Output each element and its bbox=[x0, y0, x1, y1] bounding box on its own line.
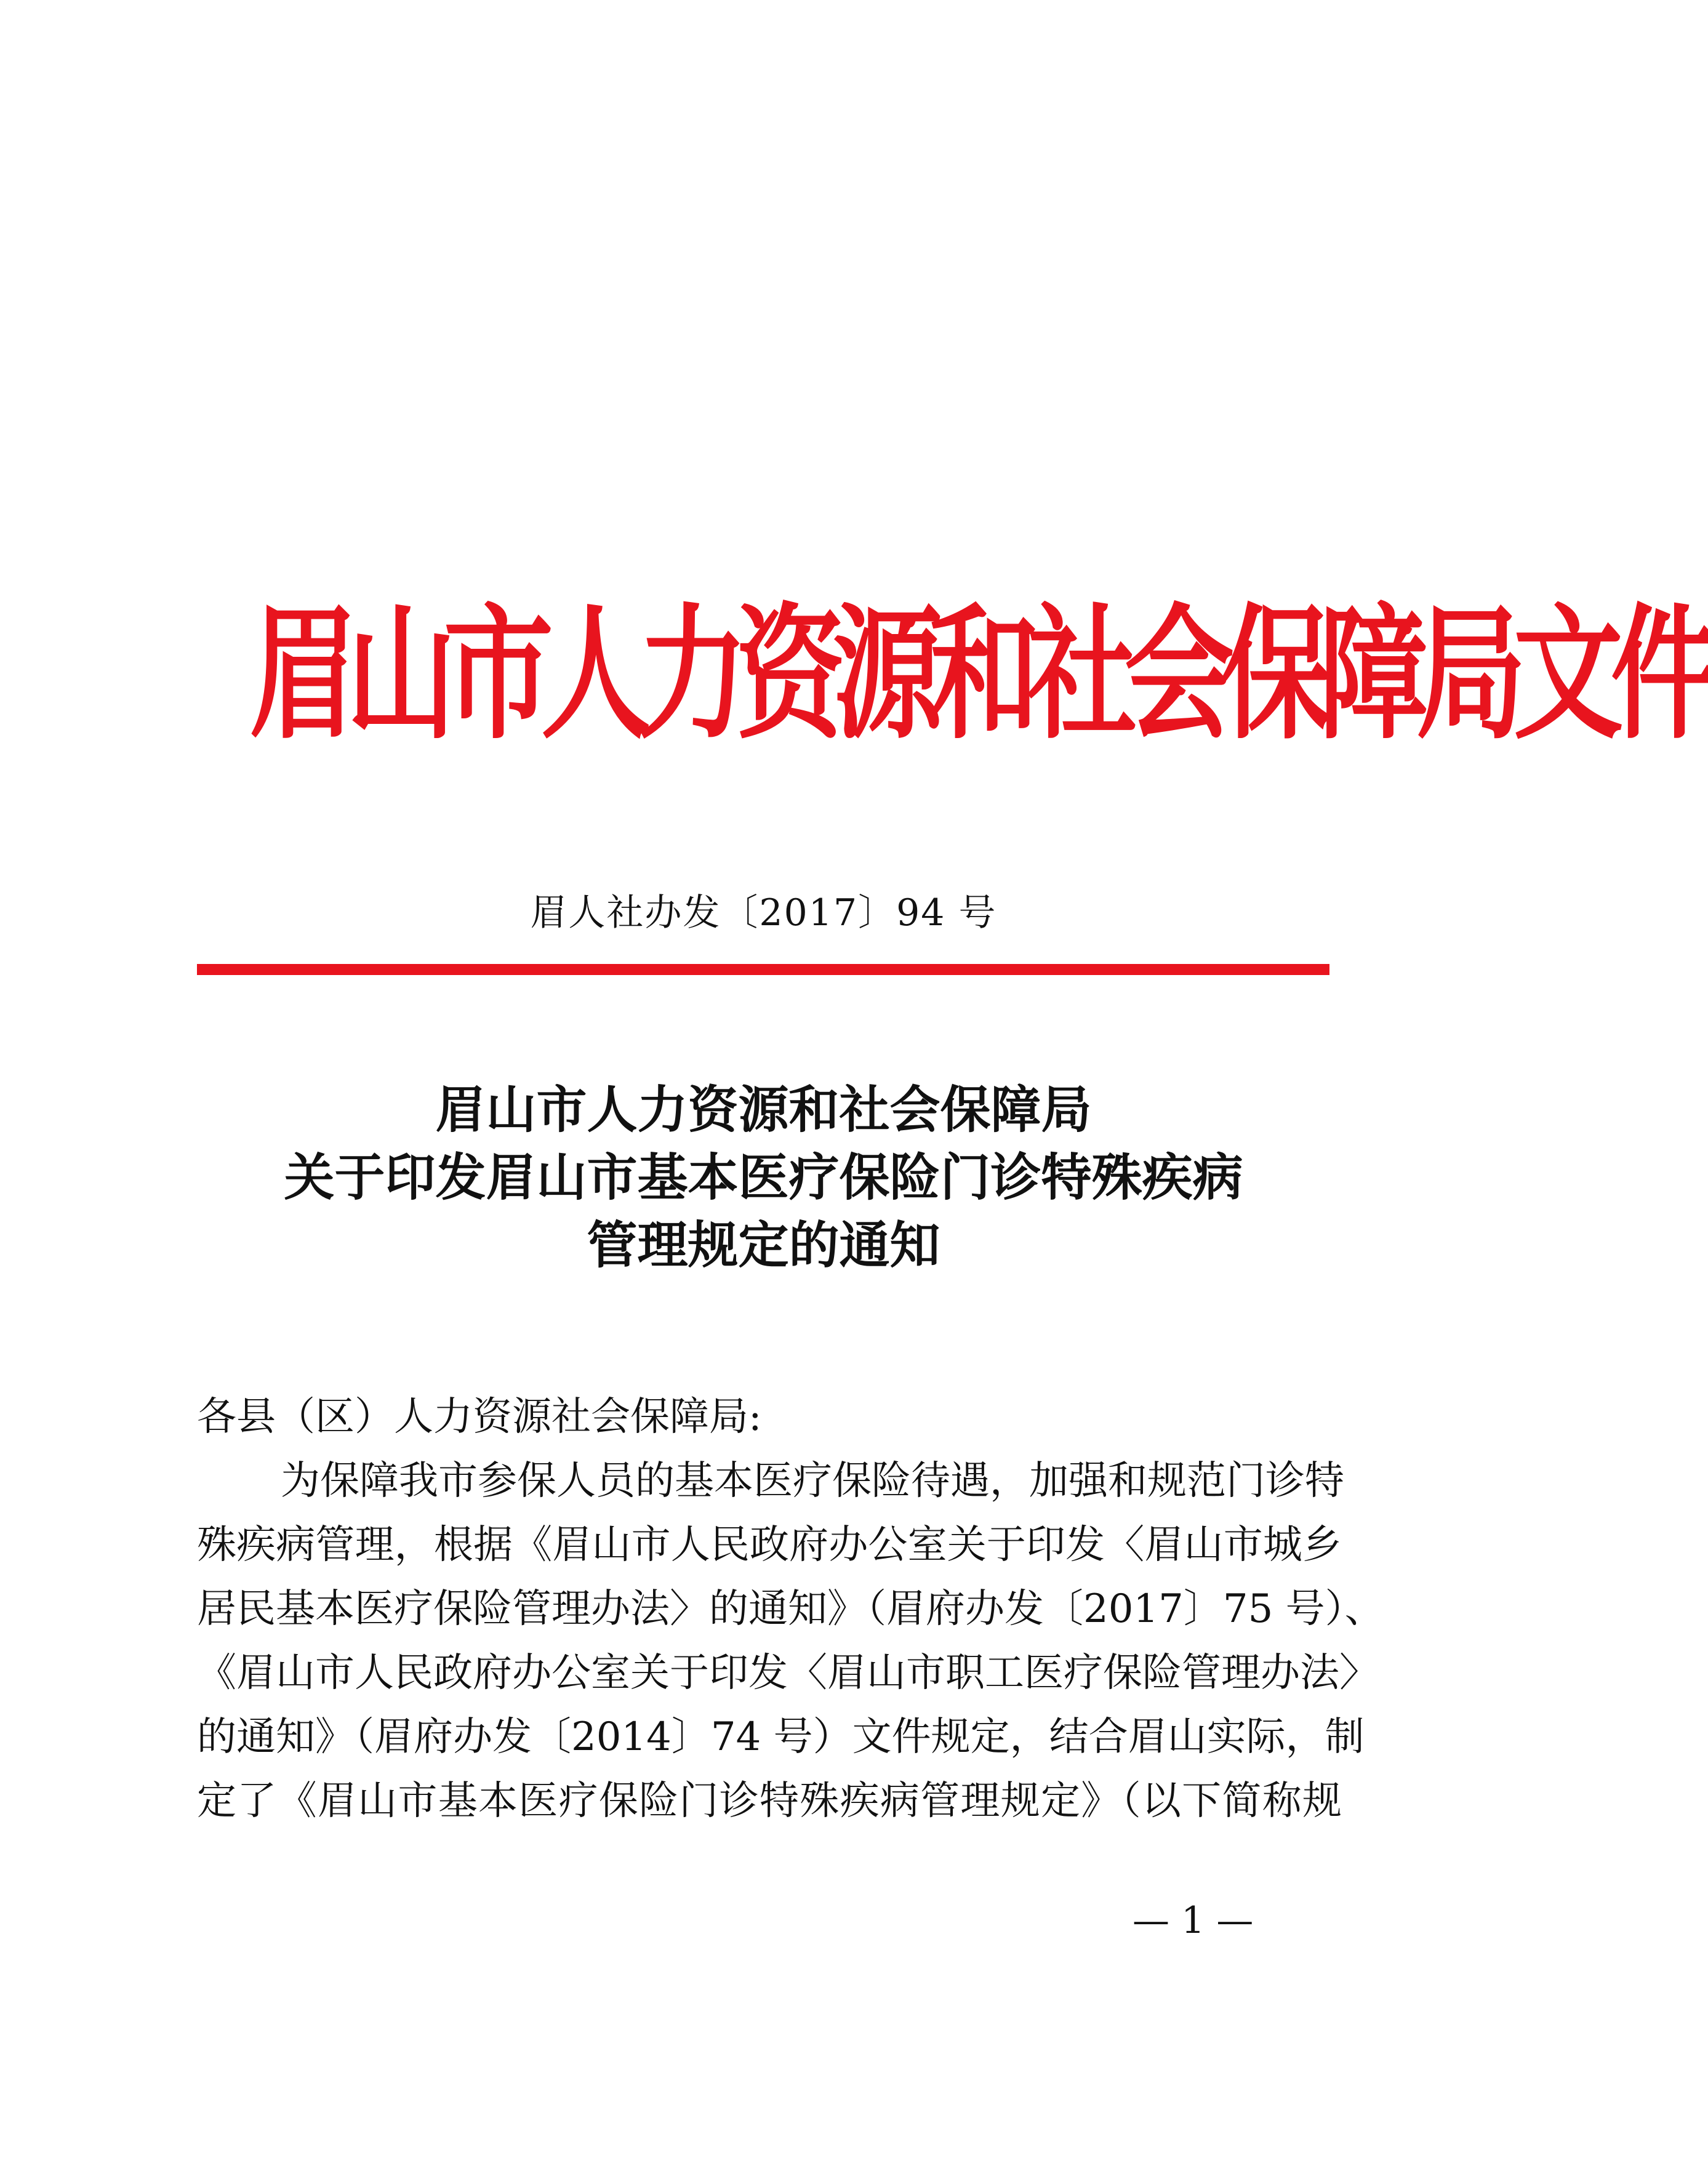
title-line-2: 关于印发眉山市基本医疗保险门诊特殊疾病 bbox=[284, 1148, 1243, 1207]
title-line-3: 管理规定的通知 bbox=[587, 1216, 940, 1275]
paragraph-line: 定了《眉山市基本医疗保险门诊特殊疾病管理规定》（以下简称规 bbox=[197, 1778, 1342, 1824]
title-line-1: 眉山市人力资源和社会保障局 bbox=[435, 1080, 1092, 1139]
page-number: — 1 — bbox=[1133, 1899, 1254, 1942]
paragraph-line: 居民基本医疗保险管理办法〉的通知》（眉府办发〔2017〕75 号）、 bbox=[197, 1586, 1384, 1632]
document-number: 眉人社办发〔2017〕94 号 bbox=[530, 891, 997, 934]
paragraph-line: 的通知》（眉府办发〔2014〕74 号）文件规定，结合眉山实际，制 bbox=[197, 1714, 1365, 1760]
paragraph-line: 殊疾病管理，根据《眉山市人民政府办公室关于印发〈眉山市城乡 bbox=[197, 1522, 1342, 1568]
salutation: 各县（区）人力资源社会保障局: bbox=[197, 1394, 762, 1440]
notice-title bbox=[0, 1076, 1527, 1279]
paragraph-line: 为保障我市参保人员的基本医疗保险待遇，加强和规范门诊特 bbox=[281, 1458, 1344, 1504]
masthead-title: 眉山市人力资源和社会保障局文件 bbox=[249, 588, 1708, 759]
body-paragraph bbox=[197, 1449, 1384, 1833]
red-divider-line bbox=[197, 964, 1329, 975]
paragraph-line: 《眉山市人民政府办公室关于印发〈眉山市职工医疗保险管理办法〉 bbox=[197, 1650, 1379, 1696]
